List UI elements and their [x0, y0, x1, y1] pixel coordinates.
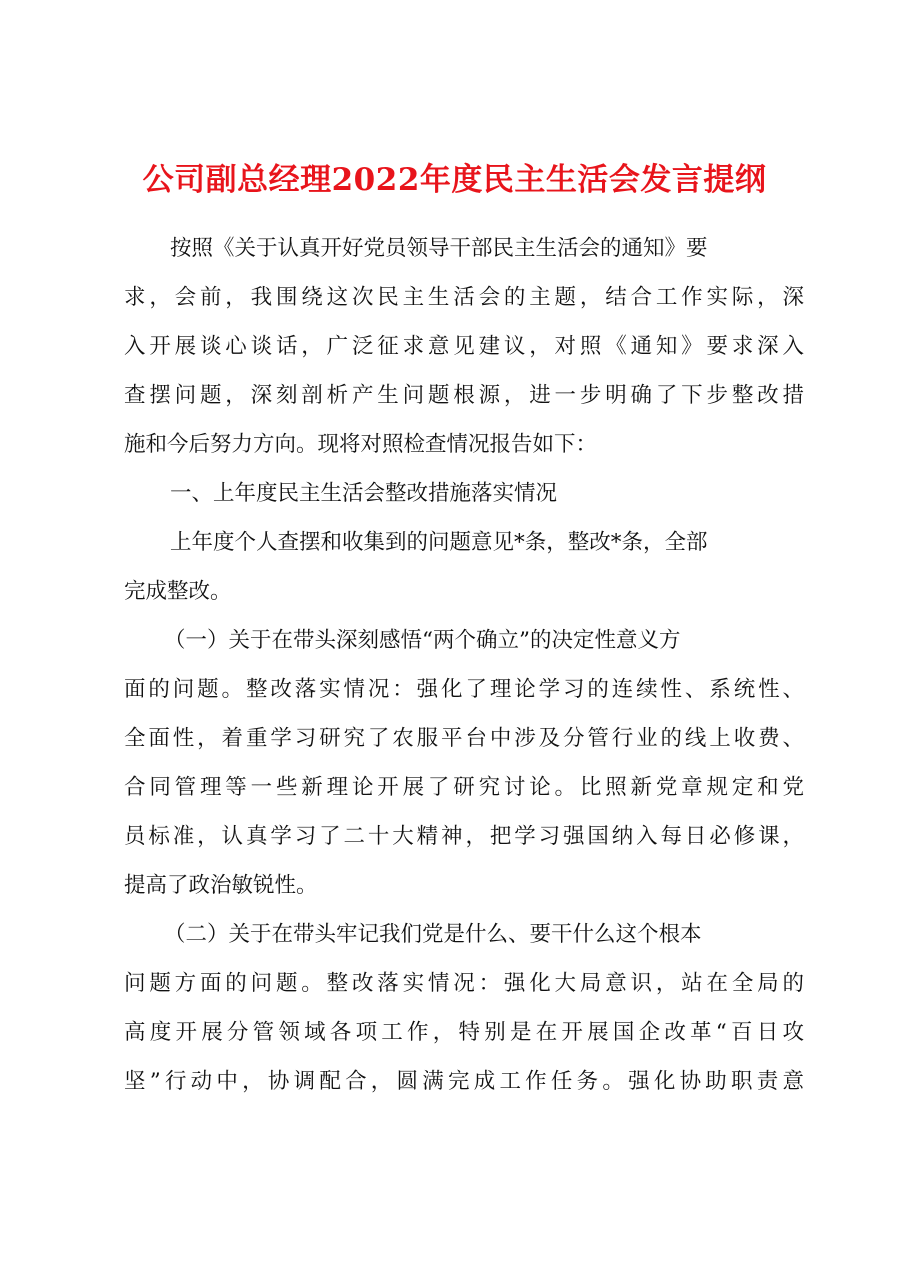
paragraph-line: （一）关于在带头深刻感悟“两个确立”的决定性意义方 [164, 628, 681, 653]
paragraph-line: 面的问题。整改落实情况：强化了理论学习的连续性、系统性、 [124, 677, 804, 702]
paragraph-line: 施和今后努力方向。现将对照检查情况报告如下： [124, 432, 598, 457]
paragraph-line: 完成整改。 [124, 579, 232, 604]
paragraph-line: 员标准，认真学习了二十大精神，把学习强国纳入每日必修课， [124, 824, 804, 849]
paragraph-line: 入开展谈心谈话，广泛征求意见建议，对照《通知》要求深入 [124, 334, 804, 359]
paragraph-line: 上年度个人查摆和收集到的问题意见*条，整改*条，全部 [170, 530, 708, 555]
paragraph-line: 查摆问题，深刻剖析产生问题根源，进一步明确了下步整改措 [124, 383, 804, 408]
document-title: 公司副总经理2022年度民主生活会发言提纲 [142, 162, 767, 198]
paragraph-line: 全面性，着重学习研究了农服平台中涉及分管行业的线上收费、 [124, 726, 804, 751]
paragraph-line: 坚”行动中，协调配合，圆满完成工作任务。强化协助职责意 [124, 1069, 804, 1094]
section-heading: 一、上年度民主生活会整改措施落实情况 [170, 481, 558, 506]
paragraph-line: 按照《关于认真开好党员领导干部民主生活会的通知》要 [170, 236, 708, 261]
paragraph-line: 求，会前，我围绕这次民主生活会的主题，结合工作实际，深 [124, 285, 804, 310]
document-body [124, 224, 804, 1106]
paragraph-line: 合同管理等一些新理论开展了研究讨论。比照新党章规定和党 [124, 775, 804, 800]
paragraph-line: 高度开展分管领域各项工作，特别是在开展国企改革“百日攻 [124, 1020, 804, 1045]
paragraph-line: 提高了政治敏锐性。 [124, 873, 318, 898]
paragraph-line: 问题方面的问题。整改落实情况：强化大局意识，站在全局的 [124, 971, 804, 996]
paragraph-line: （二）关于在带头牢记我们党是什么、要干什么这个根本 [164, 922, 702, 947]
